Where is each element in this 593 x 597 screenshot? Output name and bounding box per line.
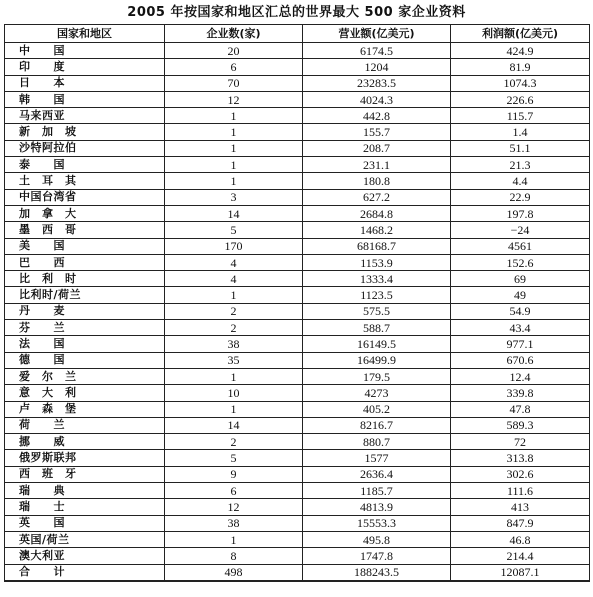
cell-profit: 339.8 xyxy=(451,385,590,401)
cell-companies: 70 xyxy=(165,75,303,91)
cell-companies: 12 xyxy=(165,91,303,107)
cell-country: 沙特阿拉伯 xyxy=(5,140,165,156)
cell-companies: 5 xyxy=(165,450,303,466)
cell-profit: 72 xyxy=(451,434,590,450)
cell-companies: 1 xyxy=(165,108,303,124)
cell-companies: 3 xyxy=(165,189,303,205)
table-row xyxy=(5,108,590,124)
table-row xyxy=(5,91,590,107)
cell-profit: 43.4 xyxy=(451,320,590,336)
cell-revenue: 1747.8 xyxy=(303,548,451,564)
cell-country: 巴 西 xyxy=(5,254,165,270)
cell-revenue: 23283.5 xyxy=(303,75,451,91)
table-row xyxy=(5,417,590,433)
table-row xyxy=(5,483,590,499)
table-row xyxy=(5,238,590,254)
cell-profit: 847.9 xyxy=(451,515,590,531)
cell-companies: 1 xyxy=(165,401,303,417)
cell-profit: 197.8 xyxy=(451,205,590,221)
cell-revenue: 575.5 xyxy=(303,303,451,319)
cell-companies: 38 xyxy=(165,515,303,531)
cell-profit: 12087.1 xyxy=(451,564,590,581)
cell-companies: 2 xyxy=(165,303,303,319)
cell-revenue: 4024.3 xyxy=(303,91,451,107)
cell-revenue: 16499.9 xyxy=(303,352,451,368)
cell-profit: 69 xyxy=(451,271,590,287)
table-row xyxy=(5,303,590,319)
cell-profit: 152.6 xyxy=(451,254,590,270)
cell-profit: 413 xyxy=(451,499,590,515)
table-row xyxy=(5,385,590,401)
cell-country: 芬 兰 xyxy=(5,320,165,336)
cell-country: 中 国 xyxy=(5,43,165,59)
cell-revenue: 188243.5 xyxy=(303,564,451,581)
cell-country: 澳大利亚 xyxy=(5,548,165,564)
cell-companies: 498 xyxy=(165,564,303,581)
cell-companies: 1 xyxy=(165,124,303,140)
table-row xyxy=(5,466,590,482)
cell-country: 日 本 xyxy=(5,75,165,91)
cell-revenue: 180.8 xyxy=(303,173,451,189)
cell-country: 新 加 坡 xyxy=(5,124,165,140)
cell-revenue: 1153.9 xyxy=(303,254,451,270)
cell-revenue: 1185.7 xyxy=(303,483,451,499)
table-row xyxy=(5,352,590,368)
cell-profit: 49 xyxy=(451,287,590,303)
cell-profit: 51.1 xyxy=(451,140,590,156)
cell-revenue: 627.2 xyxy=(303,189,451,205)
cell-profit: 214.4 xyxy=(451,548,590,564)
cell-revenue: 405.2 xyxy=(303,401,451,417)
cell-revenue: 15553.3 xyxy=(303,515,451,531)
table-row xyxy=(5,401,590,417)
cell-revenue: 6174.5 xyxy=(303,43,451,59)
table-row xyxy=(5,173,590,189)
cell-companies: 10 xyxy=(165,385,303,401)
cell-profit: 226.6 xyxy=(451,91,590,107)
cell-country: 印 度 xyxy=(5,59,165,75)
cell-profit: 313.8 xyxy=(451,450,590,466)
cell-revenue: 68168.7 xyxy=(303,238,451,254)
cell-companies: 8 xyxy=(165,548,303,564)
cell-country: 英 国 xyxy=(5,515,165,531)
cell-revenue: 442.8 xyxy=(303,108,451,124)
table-row xyxy=(5,222,590,238)
cell-profit: 977.1 xyxy=(451,336,590,352)
cell-profit: 54.9 xyxy=(451,303,590,319)
cell-profit: 4561 xyxy=(451,238,590,254)
cell-revenue: 4273 xyxy=(303,385,451,401)
cell-country: 瑞 士 xyxy=(5,499,165,515)
cell-country: 加 拿 大 xyxy=(5,205,165,221)
cell-country: 比 利 时 xyxy=(5,271,165,287)
cell-revenue: 880.7 xyxy=(303,434,451,450)
table-row xyxy=(5,254,590,270)
cell-country: 土 耳 其 xyxy=(5,173,165,189)
cell-profit: 111.6 xyxy=(451,483,590,499)
cell-revenue: 231.1 xyxy=(303,157,451,173)
table-row xyxy=(5,515,590,531)
cell-revenue: 1123.5 xyxy=(303,287,451,303)
cell-profit: 1074.3 xyxy=(451,75,590,91)
cell-country: 韩 国 xyxy=(5,91,165,107)
cell-country: 比利时/荷兰 xyxy=(5,287,165,303)
table-row xyxy=(5,189,590,205)
cell-country: 荷 兰 xyxy=(5,417,165,433)
header-row xyxy=(5,25,590,43)
cell-revenue: 2636.4 xyxy=(303,466,451,482)
cell-companies: 1 xyxy=(165,287,303,303)
table-row xyxy=(5,157,590,173)
cell-profit: 12.4 xyxy=(451,368,590,384)
cell-country: 墨 西 哥 xyxy=(5,222,165,238)
cell-country: 合 计 xyxy=(5,564,165,581)
table-row xyxy=(5,434,590,450)
cell-companies: 1 xyxy=(165,157,303,173)
cell-companies: 5 xyxy=(165,222,303,238)
cell-companies: 4 xyxy=(165,254,303,270)
cell-companies: 12 xyxy=(165,499,303,515)
table-row xyxy=(5,140,590,156)
cell-companies: 2 xyxy=(165,320,303,336)
cell-country: 德 国 xyxy=(5,352,165,368)
cell-profit: 302.6 xyxy=(451,466,590,482)
table-row xyxy=(5,124,590,140)
cell-companies: 38 xyxy=(165,336,303,352)
cell-companies: 6 xyxy=(165,59,303,75)
cell-profit: 589.3 xyxy=(451,417,590,433)
cell-companies: 35 xyxy=(165,352,303,368)
cell-companies: 2 xyxy=(165,434,303,450)
cell-profit: 115.7 xyxy=(451,108,590,124)
cell-profit: 21.3 xyxy=(451,157,590,173)
header-revenue: 营业额(亿美元) xyxy=(303,25,451,43)
table-row xyxy=(5,368,590,384)
table-row xyxy=(5,450,590,466)
table-row xyxy=(5,43,590,59)
cell-companies: 1 xyxy=(165,531,303,547)
cell-country: 爱 尔 兰 xyxy=(5,368,165,384)
cell-revenue: 588.7 xyxy=(303,320,451,336)
cell-companies: 170 xyxy=(165,238,303,254)
cell-country: 卢 森 堡 xyxy=(5,401,165,417)
cell-revenue: 1468.2 xyxy=(303,222,451,238)
cell-profit: 46.8 xyxy=(451,531,590,547)
cell-profit: 4.4 xyxy=(451,173,590,189)
cell-profit: 81.9 xyxy=(451,59,590,75)
table-title: 2005 年按国家和地区汇总的世界最大 500 家企业资料 xyxy=(127,5,466,20)
cell-country: 马来西亚 xyxy=(5,108,165,124)
total-row xyxy=(5,564,590,581)
cell-profit: 424.9 xyxy=(451,43,590,59)
table-row xyxy=(5,336,590,352)
cell-country: 挪 威 xyxy=(5,434,165,450)
header-profit: 利润额(亿美元) xyxy=(451,25,590,43)
cell-revenue: 1333.4 xyxy=(303,271,451,287)
cell-revenue: 495.8 xyxy=(303,531,451,547)
cell-companies: 20 xyxy=(165,43,303,59)
cell-profit: 22.9 xyxy=(451,189,590,205)
table-row xyxy=(5,531,590,547)
cell-revenue: 208.7 xyxy=(303,140,451,156)
table-row xyxy=(5,499,590,515)
cell-profit: 670.6 xyxy=(451,352,590,368)
table-row xyxy=(5,548,590,564)
cell-companies: 14 xyxy=(165,417,303,433)
table-row xyxy=(5,59,590,75)
cell-companies: 1 xyxy=(165,140,303,156)
cell-revenue: 16149.5 xyxy=(303,336,451,352)
cell-country: 意 大 利 xyxy=(5,385,165,401)
cell-companies: 6 xyxy=(165,483,303,499)
cell-revenue: 1204 xyxy=(303,59,451,75)
cell-country: 泰 国 xyxy=(5,157,165,173)
cell-country: 瑞 典 xyxy=(5,483,165,499)
cell-country: 丹 麦 xyxy=(5,303,165,319)
cell-companies: 1 xyxy=(165,173,303,189)
cell-revenue: 2684.8 xyxy=(303,205,451,221)
cell-profit: 47.8 xyxy=(451,401,590,417)
data-table xyxy=(4,24,590,582)
cell-companies: 4 xyxy=(165,271,303,287)
header-country: 国家和地区 xyxy=(5,25,165,43)
cell-country: 法 国 xyxy=(5,336,165,352)
cell-revenue: 8216.7 xyxy=(303,417,451,433)
table-row xyxy=(5,205,590,221)
cell-companies: 1 xyxy=(165,368,303,384)
cell-country: 西 班 牙 xyxy=(5,466,165,482)
table-row xyxy=(5,287,590,303)
table-row xyxy=(5,320,590,336)
cell-companies: 14 xyxy=(165,205,303,221)
cell-country: 美 国 xyxy=(5,238,165,254)
cell-revenue: 179.5 xyxy=(303,368,451,384)
table-row xyxy=(5,75,590,91)
header-companies: 企业数(家) xyxy=(165,25,303,43)
cell-country: 俄罗斯联邦 xyxy=(5,450,165,466)
cell-revenue: 4813.9 xyxy=(303,499,451,515)
cell-profit: 1.4 xyxy=(451,124,590,140)
cell-country: 中国台湾省 xyxy=(5,189,165,205)
cell-revenue: 155.7 xyxy=(303,124,451,140)
cell-country: 英国/荷兰 xyxy=(5,531,165,547)
cell-companies: 9 xyxy=(165,466,303,482)
cell-profit: −24 xyxy=(451,222,590,238)
cell-revenue: 1577 xyxy=(303,450,451,466)
table-row xyxy=(5,271,590,287)
